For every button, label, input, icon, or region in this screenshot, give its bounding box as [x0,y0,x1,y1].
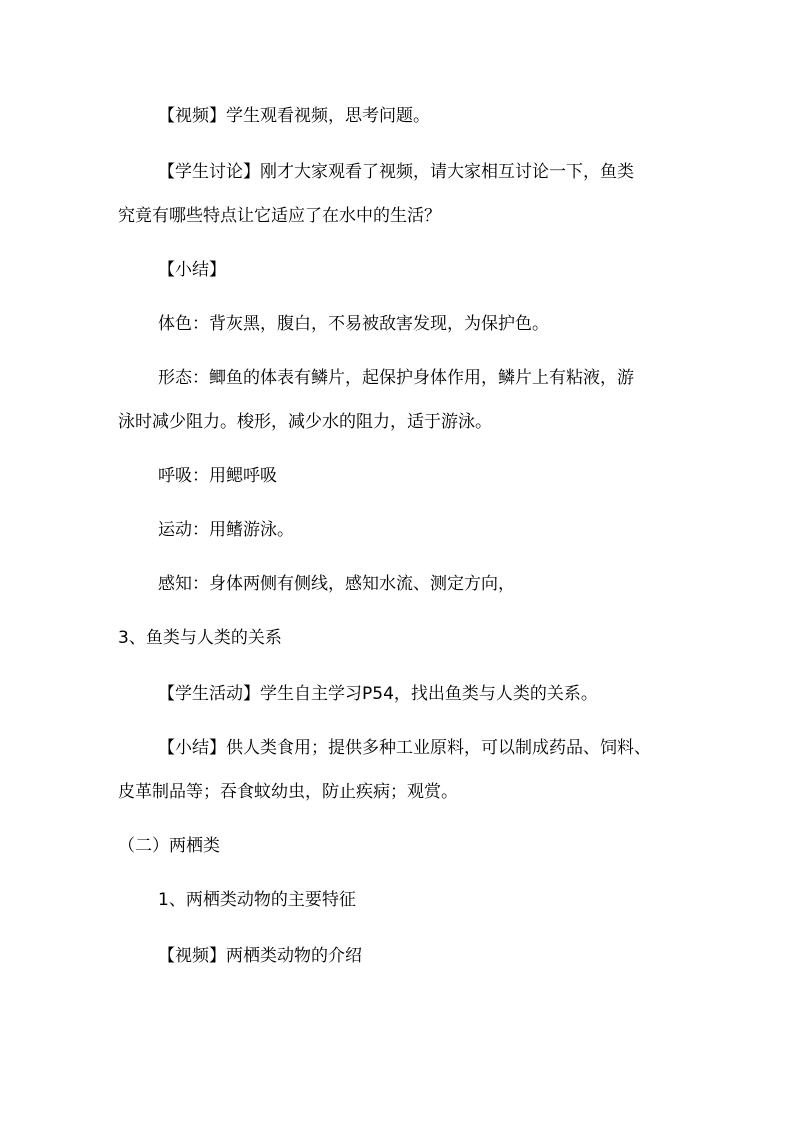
text-line-breathing: 呼吸：用鳃呼吸 [158,466,277,486]
text-line-summary-uses-cont: 皮革制品等；吞食蚊幼虫，防止疾病；观赏。 [118,782,458,802]
text-line-video-intro: 【视频】学生观看视频，思考问题。 [158,106,430,126]
text-line-student-discussion: 【学生讨论】刚才大家观看了视频，请大家相互讨论一下，鱼类 [158,162,634,182]
text-line-amphibian-video: 【视频】两栖类动物的介绍 [158,946,362,966]
text-line-amphibians-heading: （二）两栖类 [118,836,220,856]
text-line-body-shape: 形态：鲫鱼的体表有鳞片，起保护身体作用，鳞片上有粘液，游 [158,368,634,388]
text-line-summary-uses: 【小结】供人类食用；提供多种工业原料，可以制成药品、饲料、 [158,738,651,758]
text-line-movement: 运动：用鳍游泳。 [158,520,294,540]
text-line-summary-heading: 【小结】 [158,260,226,280]
text-line-body-shape-cont: 泳时减少阻力。梭形，减少水的阻力，适于游泳。 [118,412,492,432]
text-line-amphibian-features: 1、两栖类动物的主要特征 [158,890,356,910]
text-line-section-3-heading: 3、鱼类与人类的关系 [118,628,282,648]
text-line-student-activity: 【学生活动】学生自主学习P54，找出鱼类与人类的关系。 [158,684,598,704]
text-line-student-discussion-cont: 究竟有哪些特点让它适应了在水中的生活？ [118,206,441,226]
text-line-body-color: 体色：背灰黑，腹白，不易被敌害发现，为保护色。 [158,314,549,334]
text-line-perception: 感知：身体两侧有侧线，感知水流、测定方向， [158,574,515,594]
